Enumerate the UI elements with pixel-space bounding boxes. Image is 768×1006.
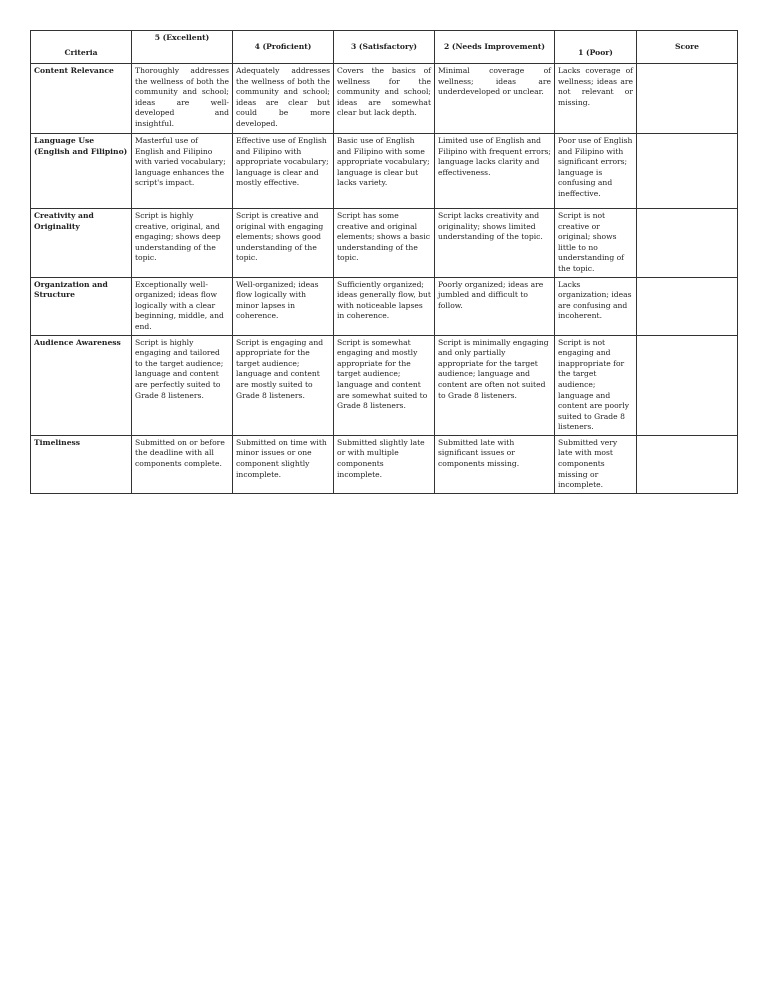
score-cell[interactable] [637,134,738,209]
satisfactory-cell: Submitted slightly late or with multiple components incomplete. [334,435,435,493]
proficient-cell: Effective use of English and Filipino with appropriate vocabulary; language is clear and mostly effective. [233,134,334,209]
proficient-cell: Adequately addresses the wellness of both the community and school; ideas are clear but could be more developed. [233,64,334,134]
satisfactory-cell: Covers the basics of wellness for the community and school; ideas are somewhat clear but lack depth. [334,64,435,134]
criterion-cell: Timeliness [31,435,132,493]
poor-cell: Submitted very late with most components missing or incomplete. [555,435,637,493]
score-cell[interactable] [637,435,738,493]
header-row [31,31,738,64]
header-poor: 1 (Poor) [555,31,637,64]
needs-improvement-cell: Script lacks creativity and originality; shows limited understanding of the topic. [435,209,555,278]
score-cell[interactable] [637,209,738,278]
table-row [31,277,738,335]
excellent-cell: Script is highly engaging and tailored to the target audience; language and content are perfectly suited to Grade 8 listeners. [132,335,233,435]
score-cell[interactable] [637,277,738,335]
poor-cell: Script is not creative or original; shows little to no understanding of the topic. [555,209,637,278]
criterion-cell: Content Relevance [31,64,132,134]
table-row [31,335,738,435]
needs-improvement-cell: Minimal coverage of wellness; ideas are underdeveloped or unclear. [435,64,555,134]
criterion-cell: Language Use (English and Filipino) [31,134,132,209]
satisfactory-cell: Script is somewhat engaging and mostly appropriate for the target audience; language and content are somewhat suited to Grade 8 listeners. [334,335,435,435]
header-proficient: 4 (Proficient) [233,31,334,64]
poor-cell: Lacks coverage of wellness; ideas are not relevant or missing. [555,64,637,134]
header-excellent: 5 (Excellent) [132,31,233,64]
poor-cell: Script is not engaging and inappropriate for the target audience; language and content are poorly suited to Grade 8 listeners. [555,335,637,435]
score-cell[interactable] [637,335,738,435]
needs-improvement-cell: Script is minimally engaging and only partially appropriate for the target audience; language and content are often not suited to Grade 8 listeners. [435,335,555,435]
header-needs-improvement: 2 (Needs Improvement) [435,31,555,64]
table-row [31,64,738,134]
proficient-cell: Submitted on time with minor issues or one component slightly incomplete. [233,435,334,493]
excellent-cell: Script is highly creative, original, and engaging; shows deep understanding of the topic. [132,209,233,278]
header-satisfactory: 3 (Satisfactory) [334,31,435,64]
score-cell[interactable] [637,64,738,134]
needs-improvement-cell: Submitted late with significant issues or components missing. [435,435,555,493]
excellent-cell: Thoroughly addresses the wellness of both the community and school; ideas are well-developed and insightful. [132,64,233,134]
table-row [31,435,738,493]
poor-cell: Lacks organization; ideas are confusing and incoherent. [555,277,637,335]
excellent-cell: Submitted on or before the deadline with all components complete. [132,435,233,493]
table-row [31,134,738,209]
header-score: Score [637,31,738,64]
criterion-cell: Audience Awareness [31,335,132,435]
poor-cell: Poor use of English and Filipino with significant errors; language is confusing and ineffective. [555,134,637,209]
excellent-cell: Masterful use of English and Filipino with varied vocabulary; language enhances the script's impact. [132,134,233,209]
criterion-cell: Creativity and Originality [31,209,132,278]
needs-improvement-cell: Limited use of English and Filipino with frequent errors; language lacks clarity and effectiveness. [435,134,555,209]
header-criteria: Criteria [31,31,132,64]
excellent-cell: Exceptionally well-organized; ideas flow logically with a clear beginning, middle, and end. [132,277,233,335]
proficient-cell: Well-organized; ideas flow logically with minor lapses in coherence. [233,277,334,335]
rubric-table [30,30,738,494]
satisfactory-cell: Basic use of English and Filipino with some appropriate vocabulary; language is clear but lacks variety. [334,134,435,209]
table-row [31,209,738,278]
satisfactory-cell: Sufficiently organized; ideas generally flow, but with noticeable lapses in coherence. [334,277,435,335]
criterion-cell: Organization and Structure [31,277,132,335]
needs-improvement-cell: Poorly organized; ideas are jumbled and difficult to follow. [435,277,555,335]
proficient-cell: Script is creative and original with engaging elements; shows good understanding of the topic. [233,209,334,278]
proficient-cell: Script is engaging and appropriate for the target audience; language and content are mostly suited to Grade 8 listeners. [233,335,334,435]
satisfactory-cell: Script has some creative and original elements; shows a basic understanding of the topic. [334,209,435,278]
